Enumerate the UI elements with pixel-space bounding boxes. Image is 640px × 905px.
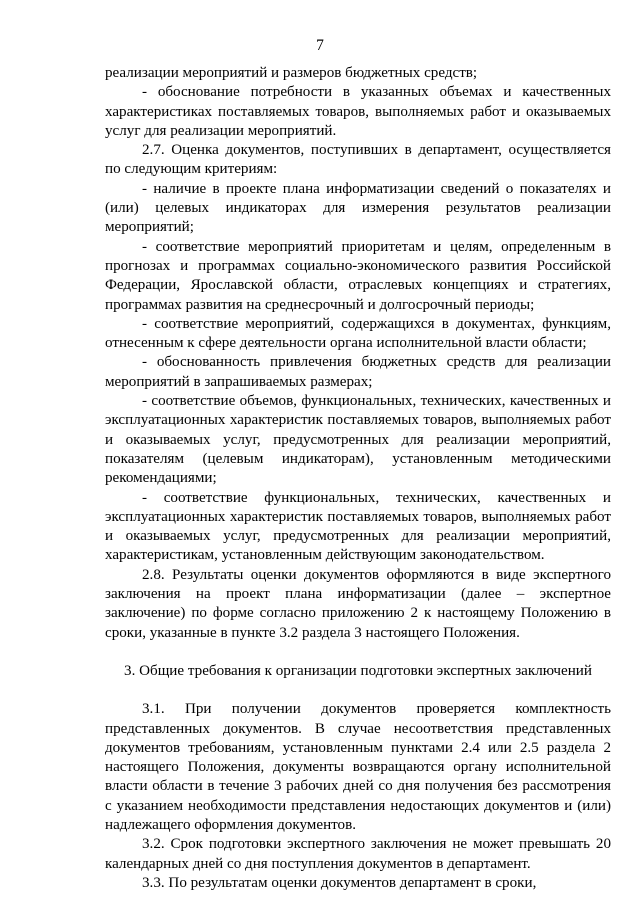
paragraph-3-2: 3.2. Срок подготовки экспертного заключения не может превышать 20 календарных дней со дня поступления документов в департамент. <box>105 836 611 872</box>
criterion-item: - соответствие функциональных, технических, качественных и эксплуатационных характеристик поставляемых товаров, выполняемых работ и оказываемых услуг, предусмотренных для реализации мероприятий, характеристикам, установленным действующим законодательством. <box>105 489 611 564</box>
section-spacer <box>105 643 611 662</box>
criterion-item: - обоснованность привлечения бюджетных средств для реализации мероприятий в запрашиваемых размерах; <box>105 354 611 390</box>
paragraph-3-1: 3.1. При получении документов проверяется комплектность представленных документов. В случае несоответствия представленных документов требованиям, установленным пунктами 2.4 или 2.5 раздела 2 настоящего Положения, документы возвращаются органу исполнительной власти области в течение 3 рабочих дней со дня получения без рассмотрения с указанием необходимости представления недостающих документов и (или) надлежащего оформления документов. <box>105 701 611 833</box>
paragraph-3-3: 3.3. По результатам оценки документов департамент в сроки, <box>142 874 537 891</box>
criterion-item: - соответствие объемов, функциональных, технических, качественных и эксплуатационных характеристик поставляемых товаров, выполняемых работ и оказываемых услуг, предусмотренных для реализации мероприятий, показателям (целевым индикаторам), установленным методическими рекомендациями; <box>105 393 611 487</box>
document-body <box>105 64 611 893</box>
page-number: 7 <box>316 37 324 54</box>
criterion-item: - соответствие мероприятий приоритетам и целям, определенным в прогнозах и программах социально-экономического развития Российской Федерации, Ярославской области, отраслевых концепциях и стратегиях, программах развития на среднесрочный и долгосрочный периоды; <box>105 238 611 313</box>
section-heading: 3. Общие требования к организации подготовки экспертных заключений <box>124 662 592 679</box>
paragraph-2-8: 2.8. Результаты оценки документов оформляются в виде экспертного заключения на проект плана информатизации (далее – экспертное заключение) по форме согласно приложению 2 к настоящему Положению в сроки, указанные в пункте 3.2 раздела 3 настоящего Положения. <box>105 566 611 641</box>
paragraph-continuation: реализации мероприятий и размеров бюджетных средств; <box>105 65 478 81</box>
paragraph-2-7: 2.7. Оценка документов, поступивших в департамент, осуществляется по следующим критериям: <box>105 142 611 178</box>
section-spacer <box>105 681 611 700</box>
criterion-item: - соответствие мероприятий, содержащихся в документах, функциям, отнесенным к сфере деятельности органа исполнительной власти области; <box>105 315 611 352</box>
criterion-item: - наличие в проекте плана информатизации сведений о показателях и (или) целевых индикаторах для измерения результатов реализации мероприятий; <box>105 180 611 236</box>
paragraph-justification-bullet: - обоснование потребности в указанных объемах и качественных характеристиках поставляемых товаров, выполняемых работ и оказываемых услуг для реализации мероприятий. <box>105 84 611 139</box>
